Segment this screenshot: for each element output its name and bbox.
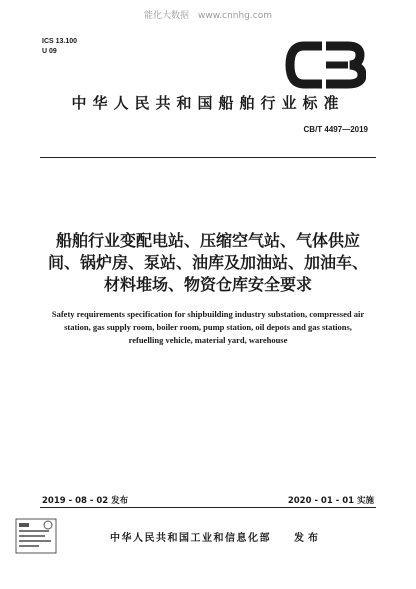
title-english-line: Safety requirements specification for shipbuilding industry substation, compressed air [51, 309, 365, 319]
seal-stamp [14, 515, 58, 557]
implementation-date: 2020 - 01 - 01 实施 [287, 496, 374, 506]
bottom-divider [40, 507, 376, 508]
ics-code: ICS 13.100 [42, 38, 78, 45]
title-chinese-line: 船舶行业变配电站、压缩空气站、气体供应 [55, 231, 360, 250]
cb-logo [284, 40, 366, 90]
title-english-line: refuelling vehicle, material yard, warehouse [128, 335, 288, 345]
standard-code: CB/T 4497—2019 [303, 125, 368, 134]
issue-date: 2019 - 08 - 02 发布 [42, 496, 129, 506]
title-chinese-line: 间、锅炉房、泵站、油库及加油站、加油车、 [47, 253, 368, 272]
classification-codes [42, 37, 77, 57]
title-english-line: station, gas supply room, boiler room, pump station, oil depots and gas stations, [64, 322, 352, 332]
top-divider [40, 157, 376, 158]
publish-action: 发布 [294, 533, 322, 544]
publisher-org: 中华人民共和国工业和信息化部 [110, 533, 271, 544]
title-chinese [30, 230, 386, 296]
standard-name: 中华人民共和国船舶行业标准 [71, 94, 345, 112]
title-english [40, 308, 376, 347]
title-chinese-line: 材料堆场、物资仓库安全要求 [103, 275, 312, 294]
watermark-text: 能化大数据 www.cnnhg.com [144, 11, 272, 21]
ccs-code: U 09 [42, 48, 57, 55]
